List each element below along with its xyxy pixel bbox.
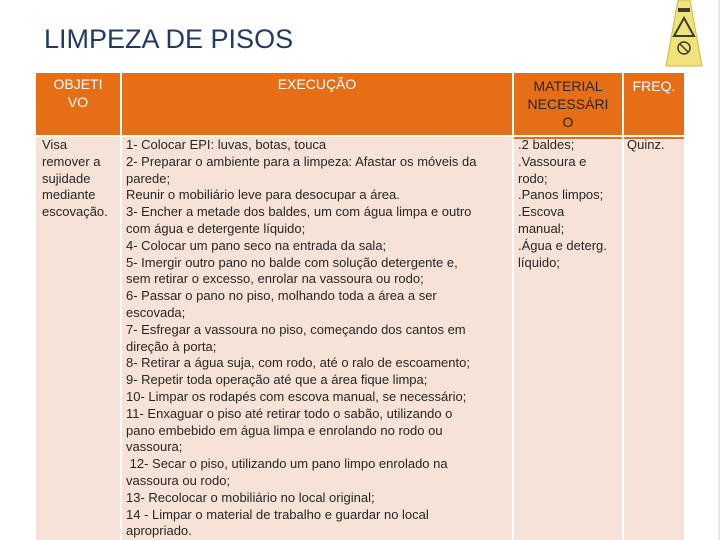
- header-material-line: NECESSÁRI: [527, 96, 609, 112]
- wet-floor-caution-sign-icon: [664, 0, 704, 70]
- header-objetivo-line: VO: [67, 94, 89, 110]
- material-line: .Vassoura e: [518, 153, 587, 169]
- header-execucao-line: EXECUÇÃO: [277, 76, 357, 92]
- execucao-line: 7- Esfregar a vassoura no piso, começando dos cantos em: [126, 321, 466, 337]
- page-title: LIMPEZA DE PISOS: [44, 24, 294, 54]
- execucao-line: escovada;: [126, 304, 186, 320]
- header-freq: [624, 73, 684, 139]
- execucao-line: 13- Recolocar o mobiliário no local original;: [126, 489, 375, 505]
- objetivo-line: Visa: [42, 137, 68, 152]
- header-freq-line: FREQ.: [632, 78, 676, 94]
- execucao-line: vassoura ou rodo;: [126, 472, 231, 488]
- objetivo-line: sujidade: [42, 170, 91, 186]
- material-line: .Panos limpos;: [518, 187, 604, 203]
- execucao-line: 14 - Limpar o material de trabalho e guardar no local: [126, 506, 429, 522]
- execucao-line: 6- Passar o pano no piso, molhando toda a área a ser: [126, 288, 437, 304]
- freq-cell: [627, 137, 683, 154]
- objetivo-line: mediante: [42, 187, 96, 203]
- execucao-line: 12- Secar o piso, utilizando um pano limpo enrolado na: [126, 456, 448, 472]
- execucao-line: vassoura;: [126, 439, 183, 455]
- column-divider: [512, 73, 514, 540]
- material-line: líquido;: [518, 254, 560, 270]
- header-material: [514, 73, 622, 139]
- header-material-line: O: [562, 114, 574, 130]
- execucao-line: 5- Imergir outro pano no balde com solução detergente e,: [126, 254, 458, 270]
- execucao-line: 2- Preparar o ambiente para a limpeza: Afastar os móveis da: [126, 153, 477, 169]
- execucao-line: apropriado.: [126, 523, 192, 539]
- execucao-line: 8- Retirar a água suja, com rodo, até o ralo de escoamento;: [126, 355, 470, 371]
- execucao-line: 10- Limpar os rodapés com escova manual, se necessário;: [126, 388, 467, 404]
- execucao-line: direção à porta;: [126, 338, 217, 354]
- execucao-line: 3- Encher a metade dos baldes, um com água limpa e outro: [126, 204, 472, 220]
- execucao-line: com água e detergente líquido;: [126, 220, 306, 236]
- cleaning-procedure-table: [36, 73, 684, 540]
- material-line: .Água e deterg.: [518, 237, 607, 253]
- objetivo-line: remover a: [42, 153, 101, 169]
- execucao-cell: [126, 137, 512, 540]
- material-cell: [518, 137, 624, 271]
- header-objetivo: [36, 73, 120, 137]
- material-line: rodo;: [518, 170, 548, 186]
- header-execucao: [122, 73, 512, 137]
- execucao-line: 4- Colocar um pano seco na entrada da sala;: [126, 237, 387, 253]
- execucao-line: 1- Colocar EPI: luvas, botas, touca: [126, 137, 327, 152]
- objetivo-cell: [42, 137, 120, 221]
- execucao-line: sem retirar o excesso, enrolar na vassoura ou rodo;: [126, 271, 424, 287]
- material-line: .Escova: [518, 204, 565, 220]
- execucao-line: 11- Enxaguar o piso até retirar todo o sabão, utilizando o: [126, 405, 453, 421]
- execucao-line: parede;: [126, 170, 171, 186]
- top-border: [0, 0, 720, 6]
- header-objetivo-line: OBJETI: [53, 76, 103, 92]
- execucao-line: 9- Repetir toda operação até que a área fique limpa;: [126, 372, 428, 388]
- material-line: manual;: [518, 220, 565, 236]
- execucao-line: pano embebido em água limpa e enrolando no rodo ou: [126, 422, 443, 438]
- material-line: .2 baldes;: [518, 137, 575, 152]
- execucao-line: Reunir o mobiliário leve para desocupar a área.: [126, 187, 400, 203]
- column-divider: [120, 73, 122, 540]
- freq-line: Quinz.: [627, 137, 665, 152]
- objetivo-line: escovação.: [42, 204, 108, 220]
- header-material-line: MATERIAL: [533, 78, 603, 94]
